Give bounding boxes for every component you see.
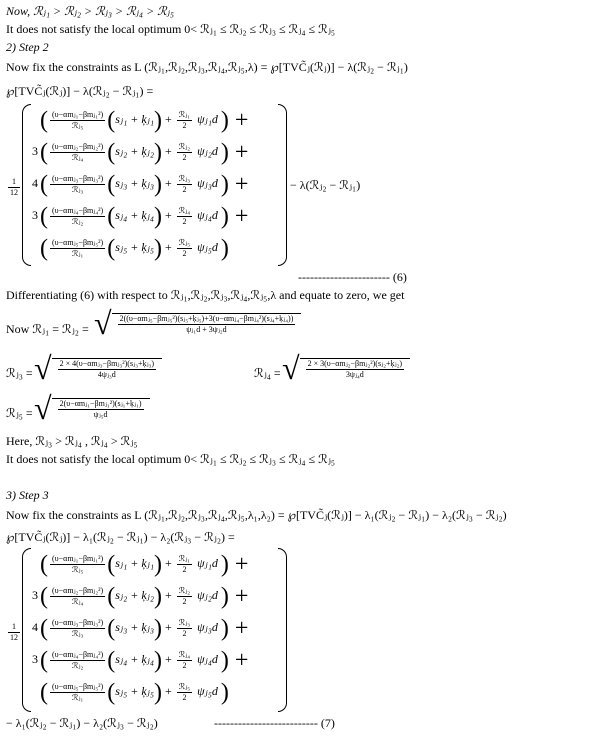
row-sum: sⱼ₂ + ķⱼ₂: [115, 588, 155, 602]
row-sum: sⱼ₃ + ķⱼ₃: [115, 176, 155, 190]
one-twelfth-3: $\frac{1}{12}$: [10, 622, 18, 642]
row-sum: sⱼ₃ + ķⱼ₃: [115, 620, 155, 634]
row-sum: sⱼ₄ + ķⱼ₄: [115, 652, 155, 666]
optimum-statement: It does not satisfy the local optimum 0< ℛⱼ₁ ≤ ℛⱼ₂ ≤ ℛⱼ₃ ≤ ℛⱼ₄ ≤ ℛⱼ₅: [6, 22, 336, 36]
step2-lhs: ℘[TVC̃ⱼ(ℛⱼ)] − λ(ℛⱼ₂ − ℛⱼ₁) =: [6, 84, 154, 98]
row-tail: ): [220, 235, 229, 262]
matrix-row: ( $\frac{\text{(υ−αmⱼ₅−βmⱼ₅²)}}{\text{ℛⱼ₁}}$ (sⱼ₅ + ķⱼ₅) + $\frac{\text{ℛⱼ₅}}{2}$ ψⱼ₅d ): [40, 679, 229, 706]
eq7-label: -------------------------- (7): [214, 716, 335, 730]
inequality-line: Now, ℛⱼ₁ > ℛⱼ₂ > ℛⱼ₃ > ℛⱼ₄ > ℛⱼ₅: [6, 4, 175, 18]
row-tail: ) +: [220, 615, 249, 642]
row-fraction: $\frac{\text{(υ−αmⱼ₁−βmⱼ₁²)}}{\text{ℛⱼ₅}}$: [52, 553, 104, 574]
row-fraction: $\frac{\text{(υ−αmⱼ₂−βmⱼ₂²)}}{\text{ℛⱼ₄}}$: [52, 141, 104, 162]
row-fraction: $\frac{\text{(υ−αmⱼ₂−βmⱼ₂²)}}{\text{ℛⱼ₄}}$: [52, 585, 104, 606]
row-tail: ) +: [220, 139, 249, 166]
r5-label: ℛⱼ₅ =: [6, 406, 33, 420]
row-half: $\frac{\text{ℛⱼ₅}}{2}$: [178, 681, 191, 702]
eq6-label: ----------------------- (6): [298, 270, 407, 284]
sol5-root: √ $\frac{\text{2(υ−αmⱼ₁−βmⱼ₁²)(sⱼ₁+ķⱼ₁)}}{\text{ψⱼ₅d}}$: [34, 390, 150, 427]
matrix-row: ( $\frac{\text{(υ−αmⱼ₁−βmⱼ₁²)}}{\text{ℛⱼ₅}}$ (sⱼ₁ + ķⱼ₁) + $\frac{\text{ℛⱼ₁}}{2}$ ψⱼ₁d ) +: [40, 551, 249, 578]
row-sum: sⱼ₅ + ķⱼ₅: [115, 240, 155, 254]
matrix-row: 4( $\frac{\text{(υ−αmⱼ₃−βmⱼ₃²)}}{\text{ℛⱼ₃}}$ (sⱼ₃ + ķⱼ₃) + $\frac{\text{ℛⱼ₃}}{2}$ ψⱼ₃d ) +: [30, 612, 248, 642]
matrix-row: 3( $\frac{\text{(υ−αmⱼ₂−βmⱼ₂²)}}{\text{ℛⱼ₄}}$ (sⱼ₂ + ķⱼ₂) + $\frac{\text{ℛⱼ₂}}{2}$ ψⱼ₂d ) +: [30, 136, 248, 166]
r3-label: ℛⱼ₃ =: [6, 366, 33, 380]
row-psi: ψⱼ₄d: [194, 652, 221, 666]
row-sum: sⱼ₁ + ķⱼ₁: [115, 112, 155, 126]
step2-tail: − λ(ℛⱼ₂ − ℛⱼ₁): [290, 178, 361, 192]
row-psi: ψⱼ₅d: [194, 240, 221, 254]
step3-tail: − λ₁(ℛⱼ₂ − ℛⱼ₁) − λ₂(ℛⱼ₃ − ℛⱼ₂): [6, 716, 158, 730]
row-psi: ψⱼ₂d: [194, 588, 221, 602]
row-coefficient: 4: [32, 620, 38, 634]
r4-label: ℛⱼ₄ =: [254, 366, 281, 380]
row-fraction: $\frac{\text{(υ−αmⱼ₄−βmⱼ₄²)}}{\text{ℛⱼ₂}}$: [52, 649, 104, 670]
sol3-root: √ $\frac{\text{2 × 4(υ−αmⱼ₃−βmⱼ₃²)(sⱼ₃+ķⱼ₃)}}{\text{4ψⱼ₃d}}$: [34, 350, 162, 387]
row-psi: ψⱼ₁d: [194, 556, 221, 570]
row-sum: sⱼ₂ + ķⱼ₂: [115, 144, 155, 158]
row-tail: ) +: [220, 583, 249, 610]
matrix-row: 3( $\frac{\text{(υ−αmⱼ₄−βmⱼ₄²)}}{\text{ℛⱼ₂}}$ (sⱼ₄ + ķⱼ₄) + $\frac{\text{ℛⱼ₄}}{2}$ ψⱼ₄d ) +: [30, 200, 248, 230]
row-psi: ψⱼ₅d: [194, 684, 221, 698]
row-fraction: $\frac{\text{(υ−αmⱼ₃−βmⱼ₃²)}}{\text{ℛⱼ₃}}$: [52, 173, 104, 194]
row-fraction: $\frac{\text{(υ−αmⱼ₃−βmⱼ₃²)}}{\text{ℛⱼ₃}}$: [52, 617, 104, 638]
optimum-statement-2: It does not satisfy the local optimum 0< ℛⱼ₁ ≤ ℛⱼ₂ ≤ ℛⱼ₃ ≤ ℛⱼ₄ ≤ ℛⱼ₅: [6, 452, 336, 466]
here-line: Here, ℛⱼ₃ > ℛⱼ₄ , ℛⱼ₄ > ℛⱼ₅: [6, 434, 138, 448]
row-tail: ): [220, 679, 229, 706]
row-psi: ψⱼ₁d: [194, 112, 221, 126]
row-tail: ) +: [220, 171, 249, 198]
row-half: $\frac{\text{ℛⱼ₂}}{2}$: [178, 141, 191, 162]
row-sum: sⱼ₁ + ķⱼ₁: [115, 556, 155, 570]
sol12-root: √ $\frac{\text{2((υ−αmⱼ₅−βmⱼ₅²)(sⱼ₅+ķⱼ₅)+3(υ−αmⱼ₄−βmⱼ₄²)(sⱼ₄+ķⱼ₄))}}{\text{ψⱼ₁d + 3ψⱼ₂d}}$: [94, 305, 301, 342]
row-fraction: $\frac{\text{(υ−αmⱼ₅−βmⱼ₅²)}}{\text{ℛⱼ₁}}$: [52, 681, 104, 702]
step3-lhs: ℘[TVC̃ⱼ(ℛⱼ)] − λ₁(ℛⱼ₂ − ℛⱼ₁) − λ₂(ℛⱼ₃ − ℛⱼ₂) =: [6, 530, 235, 544]
row-fraction: $\frac{\text{(υ−αmⱼ₁−βmⱼ₁²)}}{\text{ℛⱼ₅}}$: [52, 109, 104, 130]
step2-constraints: Now fix the constraints as L (ℛⱼ₁,ℛⱼ₂,ℛⱼ₃,ℛⱼ₄,ℛⱼ₅,λ) = ℘[TVC̃ⱼ(ℛⱼ)] − λ(ℛⱼ₂ − ℛⱼ₁): [6, 60, 408, 74]
row-coefficient: 3: [32, 144, 38, 158]
row-tail: ) +: [220, 647, 249, 674]
row-half: $\frac{\text{ℛⱼ₁}}{2}$: [178, 553, 191, 574]
matrix-row: ( $\frac{\text{(υ−αmⱼ₅−βmⱼ₅²)}}{\text{ℛⱼ₁}}$ (sⱼ₅ + ķⱼ₅) + $\frac{\text{ℛⱼ₅}}{2}$ ψⱼ₅d ): [40, 235, 229, 262]
row-coefficient: 3: [32, 588, 38, 602]
one-twelfth: $\frac{1}{12}$: [10, 177, 18, 197]
row-coefficient: 3: [32, 652, 38, 666]
row-half: $\frac{\text{ℛⱼ₂}}{2}$: [178, 585, 191, 606]
row-coefficient: 3: [32, 208, 38, 222]
row-sum: sⱼ₄ + ķⱼ₄: [115, 208, 155, 222]
row-sum: sⱼ₅ + ķⱼ₅: [115, 684, 155, 698]
matrix-row: 3( $\frac{\text{(υ−αmⱼ₄−βmⱼ₄²)}}{\text{ℛⱼ₂}}$ (sⱼ₄ + ķⱼ₄) + $\frac{\text{ℛⱼ₄}}{2}$ ψⱼ₄d ) +: [30, 644, 248, 674]
row-half: $\frac{\text{ℛⱼ₄}}{2}$: [178, 649, 191, 670]
row-tail: ) +: [220, 203, 249, 230]
row-psi: ψⱼ₂d: [194, 144, 221, 158]
differentiating-line: Differentiating (6) with respect to ℛⱼ₁,ℛⱼ₂,ℛⱼ₃,ℛⱼ₄,ℛⱼ₅,λ and equate to zero, we get: [6, 288, 405, 302]
right-brace: [278, 104, 287, 266]
row-half: $\frac{\text{ℛⱼ₅}}{2}$: [178, 237, 191, 258]
row-psi: ψⱼ₃d: [194, 620, 221, 634]
row-half: $\frac{\text{ℛⱼ₁}}{2}$: [178, 109, 191, 130]
row-tail: ) +: [220, 551, 249, 578]
row-half: $\frac{\text{ℛⱼ₃}}{2}$: [178, 173, 191, 194]
step3-heading: 3) Step 3: [6, 488, 49, 502]
row-fraction: $\frac{\text{(υ−αmⱼ₅−βmⱼ₅²)}}{\text{ℛⱼ₁}}$: [52, 237, 104, 258]
row-coefficient: 4: [32, 176, 38, 190]
matrix-row: 3( $\frac{\text{(υ−αmⱼ₂−βmⱼ₂²)}}{\text{ℛⱼ₄}}$ (sⱼ₂ + ķⱼ₂) + $\frac{\text{ℛⱼ₂}}{2}$ ψⱼ₂d ) +: [30, 580, 248, 610]
step2-heading: 2) Step 2: [6, 40, 49, 54]
row-psi: ψⱼ₄d: [194, 208, 221, 222]
row-tail: ) +: [220, 107, 249, 134]
row-fraction: $\frac{\text{(υ−αmⱼ₄−βmⱼ₄²)}}{\text{ℛⱼ₂}}$: [52, 205, 104, 226]
sol4-root: √ $\frac{\text{2 × 3(υ−αmⱼ₂−βmⱼ₂²)(sⱼ₂+ķⱼ₂)}}{\text{3ψⱼ₄d}}$: [282, 350, 410, 387]
matrix-row: 4( $\frac{\text{(υ−αmⱼ₃−βmⱼ₃²)}}{\text{ℛⱼ₃}}$ (sⱼ₃ + ķⱼ₃) + $\frac{\text{ℛⱼ₃}}{2}$ ψⱼ₃d ) +: [30, 168, 248, 198]
right-brace-3: [278, 548, 287, 712]
row-half: $\frac{\text{ℛⱼ₄}}{2}$: [178, 205, 191, 226]
row-psi: ψⱼ₃d: [194, 176, 221, 190]
step3-constraints: Now fix the constraints as L (ℛⱼ₁,ℛⱼ₂,ℛⱼ₃,ℛⱼ₄,ℛⱼ₅,λ₁,λ₂) = ℘[TVC̃ⱼ(ℛⱼ)] − λ₁(ℛⱼ₂ − ℛⱼ₁) − λ₂(ℛⱼ₃ − ℛⱼ₂): [6, 508, 507, 522]
now-r1-r2: Now ℛⱼ₁ = ℛⱼ₂ =: [6, 322, 89, 336]
row-half: $\frac{\text{ℛⱼ₃}}{2}$: [178, 617, 191, 638]
matrix-row: ( $\frac{\text{(υ−αmⱼ₁−βmⱼ₁²)}}{\text{ℛⱼ₅}}$ (sⱼ₁ + ķⱼ₁) + $\frac{\text{ℛⱼ₁}}{2}$ ψⱼ₁d ) +: [40, 107, 249, 134]
